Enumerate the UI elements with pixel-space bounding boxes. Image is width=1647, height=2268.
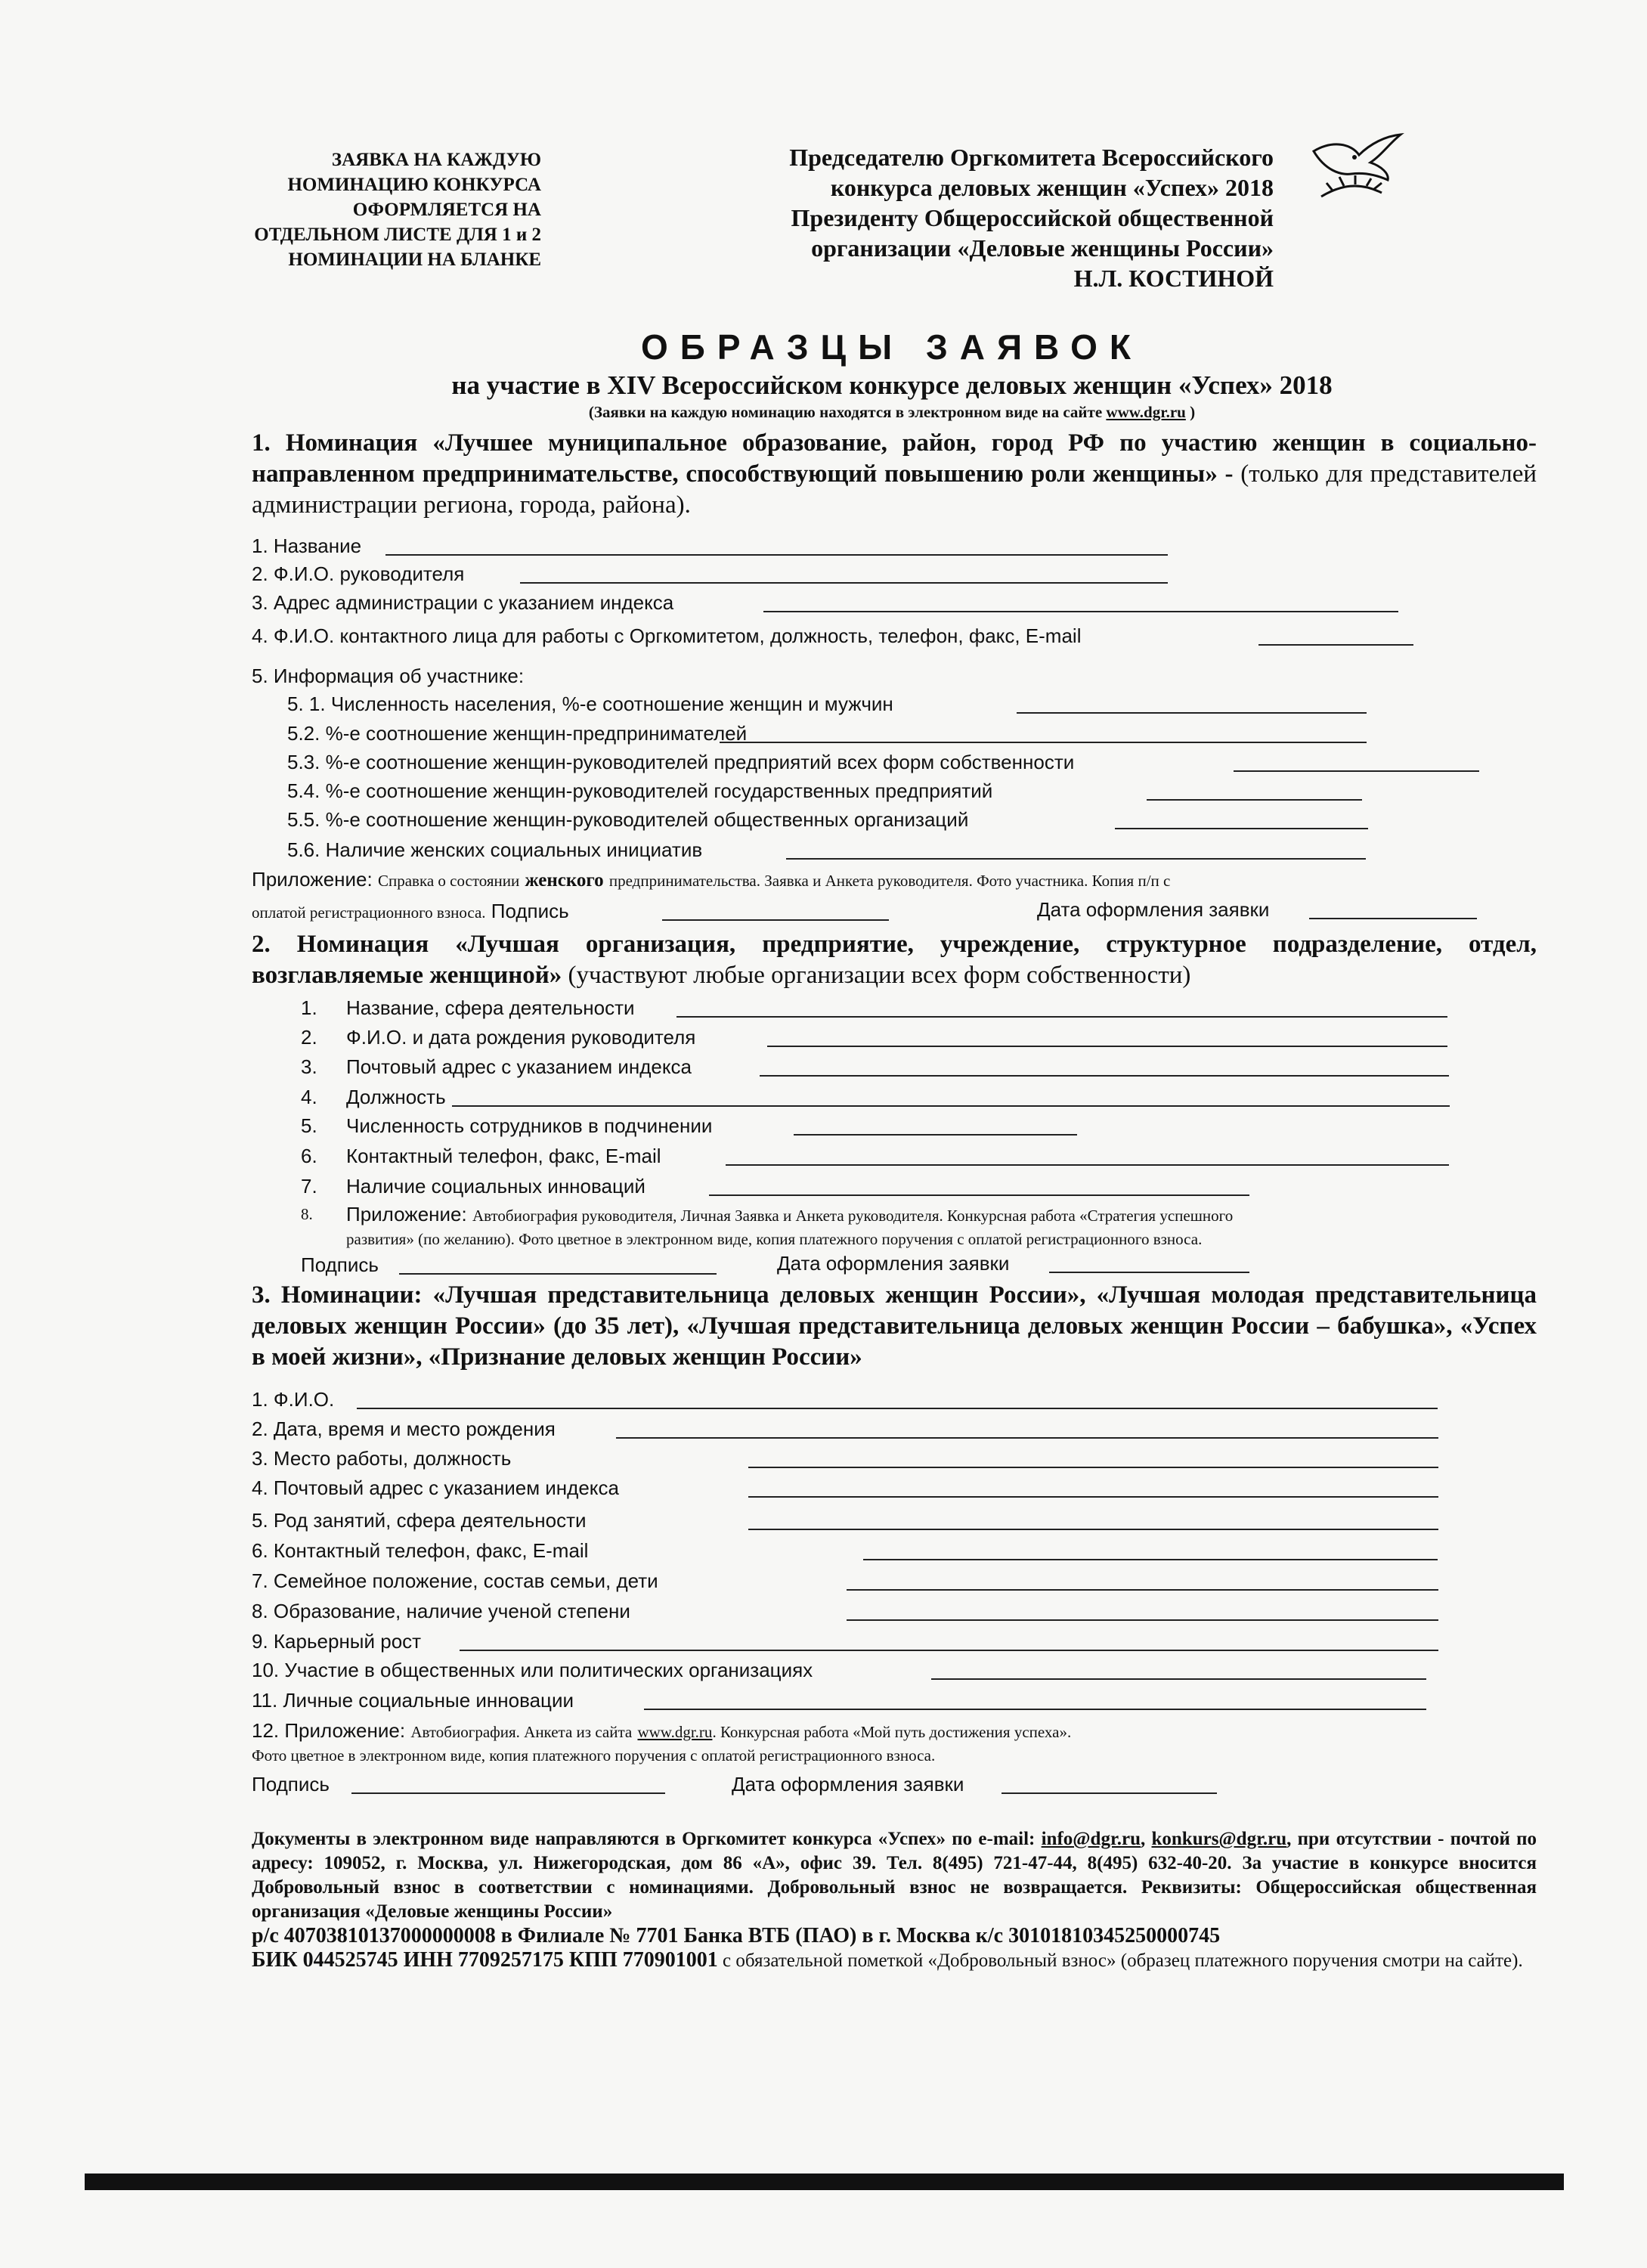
dove-logo-icon [1299,121,1404,212]
item-input-line[interactable] [709,1194,1249,1196]
addressee-line: Председателю Оргкомитета Всероссийского [789,144,1274,171]
date-label: Дата оформления заявки [1037,898,1270,921]
appendix-2 [346,1201,1233,1228]
field-label: 4. Ф.И.О. контактного лица для работы с Оргкомитетом, должность, телефон, факс, E-mail [252,624,1082,647]
field-label: 4. Почтовый адрес с указанием индекса [252,1476,619,1499]
field-input-line[interactable] [748,1529,1438,1530]
footer-bank-codes: БИК 044525745 ИНН 7709257175 КПП 770901001 [252,1948,718,1972]
field-input-line[interactable] [748,1496,1438,1498]
item-input-line[interactable] [794,1134,1077,1136]
item-num: 7. [301,1175,317,1198]
item-label: Наличие социальных инноваций [346,1175,645,1198]
signature-label: Подпись [491,900,569,922]
nomination-1-note: (только для представителей администрации региона, города, района). [252,460,1537,519]
left-note: ЗАЯВКА НА КАЖДУЮ НОМИНАЦИЮ КОНКУРСА ОФОРМЛЯЕТСЯ НА ОТДЕЛЬНОМ ЛИСТЕ ДЛЯ 1 и 2 НОМИНАЦИИ НА БЛАНКЕ [254,150,541,270]
field-input-line[interactable] [644,1709,1426,1710]
subfield-input-line[interactable] [1147,799,1362,801]
footer-bank-details: р/с 40703810137000000008 в Филиале № 7701 Банка ВТБ (ПАО) в г. Москва к/с 30101810345250000745 [252,1924,1221,1947]
addressee-block [680,142,1274,293]
subnote-end: ) [1190,403,1196,421]
subfield-label: 5.5. %-е соотношение женщин-руководителей общественных организаций [287,808,969,831]
signature-label: Подпись [301,1253,379,1276]
nomination-2-note: (участвуют любые организации всех форм собственности) [568,962,1191,989]
date-label: Дата оформления заявки [777,1252,1010,1275]
item-label: Название, сфера деятельности [346,996,635,1019]
item-label: Должность [346,1086,446,1108]
field-input-line[interactable] [748,1467,1438,1468]
subfield-input-line[interactable] [720,742,1367,743]
subfield-label: 5.4. %-е соотношение женщин-руководителей государственных предприятий [287,779,993,802]
footer-text: при отсутствии - почтой по адресу: 109052, г. Москва, ул. Нижегородская, дом 86 «А», офис 39. Тел. 8(495) 721-47-44, 8(495) 632-40-20. За участие в конкурсе вносится Добровольный взнос в соответствии с номинациями. Добровольный взнос не возвращается. Реквизиты: Общероссийская общественная организация «Деловые женщины России» [252,1829,1537,1922]
nomination-2-title: 2. Номинация «Лучшая организация, предприятие, учреждение, структурное подразделение, отдел, возглавляемые женщиной» [252,931,1537,989]
field-label: 1. Ф.И.О. [252,1388,335,1411]
item-num: 4. [301,1086,317,1108]
nomination-3-heading [252,1280,1537,1373]
field-label: 1. Название [252,534,362,557]
appendix-3-line2: Фото цветное в электронном виде, копия платежного поручения с оплатой регистрационного взноса. [252,1746,936,1765]
appendix-text: . Конкурсная работа «Мой путь достижения успеха». [712,1723,1072,1741]
field-label: 3. Адрес администрации с указанием индекса [252,591,674,614]
appendix-text: Справка о состоянии [377,872,520,890]
field-label: 2. Дата, время и место рождения [252,1418,556,1440]
appendix-text: Автобиография руководителя, Личная Заявка и Анкета руководителя. Конкурсная работа «Стратегия успешного [472,1207,1234,1225]
signature-input-line[interactable] [662,919,889,921]
field-label: 8. Образование, наличие ученой степени [252,1600,630,1622]
footer-text: с обязательной пометкой «Добровольный взнос» (образец платежного поручения смотри на сайте). [723,1950,1523,1971]
page-subnote [249,403,1534,422]
contact-input-line[interactable] [1258,644,1413,646]
item-input-line[interactable] [452,1105,1450,1107]
appendix-label: 12. Приложение: [252,1719,406,1742]
signature-label: Подпись [252,1773,330,1796]
item-input-line[interactable] [726,1164,1449,1166]
field-input-line[interactable] [863,1559,1438,1560]
footer-text: Документы в электронном виде направляются в Оргкомитет конкурса «Успех» по e-mail: [252,1829,1036,1849]
item-num: 6. [301,1145,317,1167]
subfield-label: 5.2. %-е соотношение женщин-предпринимателей [287,722,748,745]
subfield-input-line[interactable] [786,858,1366,860]
addressee-line: Президенту Общероссийской общественной [791,204,1274,231]
date-input-line[interactable] [1049,1272,1249,1273]
page-subtitle: на участие в XIV Всероссийском конкурсе деловых женщин «Успех» 2018 [451,370,1333,400]
head-name-input-line[interactable] [520,582,1168,584]
footer-info: Документы в электронном виде направляются в Оргкомитет конкурса «Успех» по e-mail: info@dgr.ru, konkurs@dgr.ru, при отсутствии - почтой по адресу: 109052, г. Москва, ул. Нижегородская, дом 86 «А», офис 39. Тел. 8(495) 721-47-44, 8(495) 632-40-20. За участие в конкурсе вносится Добровольный взнос в соответствии с номинациями. Добровольный взнос не возвращается. Реквизиты: Общероссийская общественная организация «Деловые женщины России» р/с 40703810137000000008 в Филиале № 7701 Банка ВТБ (ПАО) в г. Москва к/с 30101810345250000745 БИК 044525745 ИНН 7709257175 КПП 770901001 с обязательной пометкой «Добровольный взнос» (образец платежного поручения смотри на сайте). [252,1829,1537,1972]
page-title: ОБРАЗЦЫ ЗАЯВОК [641,327,1143,367]
bottom-border [85,2174,1564,2190]
item-num: 2. [301,1026,317,1049]
field-input-line[interactable] [931,1678,1426,1680]
field-label: 3. Место работы, должность [252,1447,512,1470]
appendix-1 [252,866,1170,894]
field-label: 11. Личные социальные инновации [252,1689,574,1712]
item-label: Численность сотрудников в подчинении [346,1114,713,1137]
nomination-1-title: 1. Номинация «Лучшее муниципальное образование, район, город РФ по участию женщин в социально-направленном предпринимательстве, способствующий повышению роли женщины» - [252,429,1537,488]
date-input-line[interactable] [1309,918,1477,919]
site-link[interactable]: www.dgr.ru [637,1723,713,1741]
field-label: 7. Семейное положение, состав семьи, дети [252,1569,658,1592]
address-input-line[interactable] [763,611,1398,612]
appendix-bold: женского [525,870,604,891]
field-label: 9. Карьерный рост [252,1630,422,1653]
item-label: Почтовый адрес с указанием индекса [346,1055,692,1078]
appendix-text: предпринимательства. Заявка и Анкета руководителя. Фото участника. Копия п/п с [608,872,1171,890]
field-input-line[interactable] [616,1437,1438,1439]
addressee-line: конкурса деловых женщин «Успех» 2018 [830,174,1274,201]
appendix-text: оплатой регистрационного взноса. [252,903,486,922]
item-input-line[interactable] [767,1046,1447,1047]
item-num: 1. [301,996,317,1019]
name-input-line[interactable] [385,554,1168,556]
date-input-line[interactable] [1002,1792,1217,1794]
subfield-input-line[interactable] [1115,828,1368,829]
subfield-label: 5. 1. Численность населения, %-е соотношение женщин и мужчин [287,692,893,715]
subfield-input-line[interactable] [1017,712,1367,714]
signature-input-line[interactable] [351,1792,665,1794]
email-link[interactable]: info@dgr.ru [1041,1829,1141,1849]
appendix-2-line2: развития» (по желанию). Фото цветное в электронном виде, копия платежного поручения с оплатой регистрационного взноса. [346,1230,1203,1248]
subfield-label: 5.6. Наличие женских социальных инициатив [287,838,703,861]
subfield-label: 5.3. %-е соотношение женщин-руководителей предприятий всех форм собственности [287,751,1075,773]
nomination-3-title: 3. Номинации: «Лучшая представительница деловых женщин России», «Лучшая молодая представительница деловых женщин России» (до 35 лет), «Лучшая представительница деловых женщин России – бабушка», «Успех в моей жизни», «Признание деловых женщин России» [252,1281,1537,1371]
date-label: Дата оформления заявки [732,1773,964,1796]
appendix-3 [252,1718,1071,1745]
field-label: 5. Информация об участнике: [252,665,525,687]
field-input-line[interactable] [460,1650,1438,1651]
item-num: 8. [301,1205,313,1223]
nomination-1-heading [252,428,1537,521]
addressee-line: организации «Деловые женщины России» [811,234,1274,262]
field-input-line[interactable] [847,1589,1438,1591]
field-label: 2. Ф.И.О. руководителя [252,562,465,585]
item-label: Ф.И.О. и дата рождения руководителя [346,1026,696,1049]
item-num: 3. [301,1055,317,1078]
item-input-line[interactable] [676,1016,1447,1018]
field-label: 10. Участие в общественных или политических организациях [252,1659,813,1681]
item-input-line[interactable] [760,1075,1449,1077]
appendix-text: Автобиография. Анкета из сайта [410,1723,633,1741]
field-input-line[interactable] [357,1408,1438,1409]
item-label: Контактный телефон, факс, E-mail [346,1145,661,1167]
email-link[interactable]: konkurs@dgr.ru [1151,1829,1287,1849]
nomination-2-heading [252,929,1537,991]
subnote-text: (Заявки на каждую номинацию находятся в электронном виде на сайте [588,403,1103,421]
appendix-1-line2 [252,898,569,925]
signature-input-line[interactable] [399,1273,717,1275]
addressee-name: Н.Л. КОСТИНОЙ [1073,265,1274,292]
site-link[interactable]: www.dgr.ru [1106,403,1186,421]
subfield-input-line[interactable] [1234,770,1479,772]
appendix-label: Приложение: [346,1203,467,1225]
field-input-line[interactable] [847,1619,1438,1621]
field-label: 5. Род занятий, сфера деятельности [252,1509,587,1532]
item-num: 5. [301,1114,317,1137]
field-label: 6. Контактный телефон, факс, E-mail [252,1539,589,1562]
appendix-label: Приложение: [252,868,373,891]
